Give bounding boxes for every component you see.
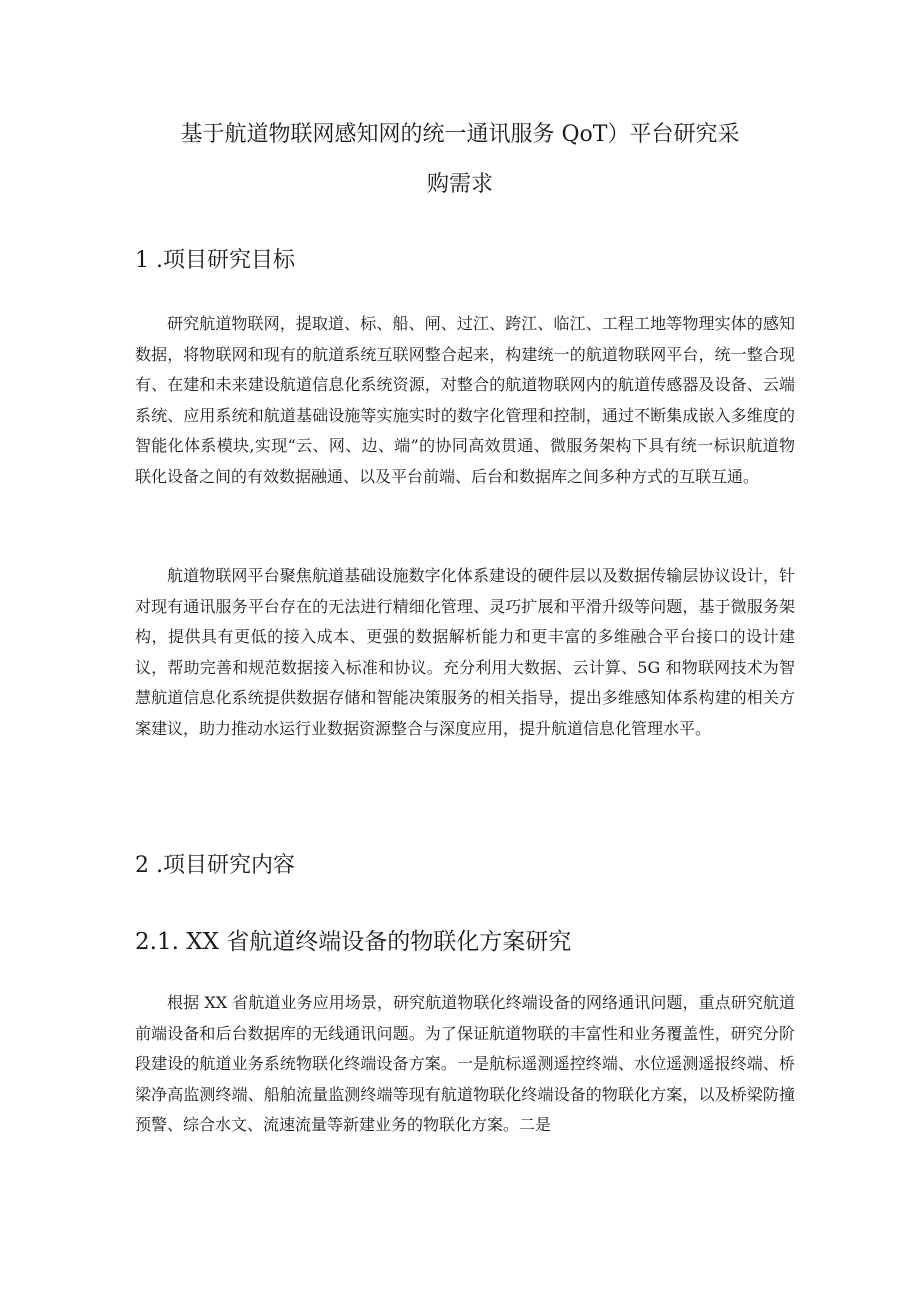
section-1-paragraph-1: 研究航道物联网，提取道、标、船、闸、过江、跨江、临江、工程工地等物理实体的感知数据，将物联网和现有的航道系统互联网整合起来，构建统一的航道物联网平台，统一整合现有、在建和未来建设航道信息化系统资源，对整合的航道物联网内的航道传感器及设备、云端系统、应用系统和航道基础设施等实施实时的数字化管理和控制，通过不断集成嵌入多维度的智能化体系模块,实现“云、网、边、端”的协同高效贯通、微服务架构下具有统一标识航道物联化设备之间的有效数据融通、以及平台前端、后台和数据库之间多种方式的互联互通。 (135, 314, 795, 486)
section-2-heading: 2 .项目研究内容 (135, 853, 295, 878)
section-1-heading: 1 .项目研究目标 (135, 248, 295, 273)
section-1-paragraph-2: 航道物联网平台聚焦航道基础设施数字化体系建设的硬件层以及数据传输层协议设计，针对现有通讯服务平台存在的无法进行精细化管理、灵巧扩展和平滑升级等问题，基于微服务架构，提供具有更低的接入成本、更强的数据解析能力和更丰富的多维融合平台接口的设计建议，帮助完善和规范数据接入标准和协议。充分利用大数据、云计算、5G 和物联网技术为智慧航道信息化系统提供数据存储和智能决策服务的相关指导，提出多维感知体系构建的相关方案建议，助力推动水运行业数据资源整合与深度应用，提升航道信息化管理水平。 (135, 566, 795, 738)
document-title-line-2: 购需求 (426, 172, 493, 197)
subsection-2-1-heading: 2.1. XX 省航道终端设备的物联化方案研究 (135, 929, 572, 955)
subsection-2-1-paragraph: 根据 XX 省航道业务应用场景，研究航道物联化终端设备的网络通讯问题，重点研究航道前端设备和后台数据库的无线通讯问题。为了保证航道物联的丰富性和业务覆盖性，研究分阶段建设的航道业务系统物联化终端设备方案。一是航标遥测遥控终端、水位遥测遥报终端、桥梁净高监测终端、船舶流量监测终端等现有航道物联化终端设备的物联化方案，以及桥梁防撞预警、综合水文、流速流量等新建业务的物联化方案。二是 (135, 993, 795, 1134)
document-title-line-1: 基于航道物联网感知网的统一通讯服务 QoT）平台研究采 (180, 122, 740, 147)
